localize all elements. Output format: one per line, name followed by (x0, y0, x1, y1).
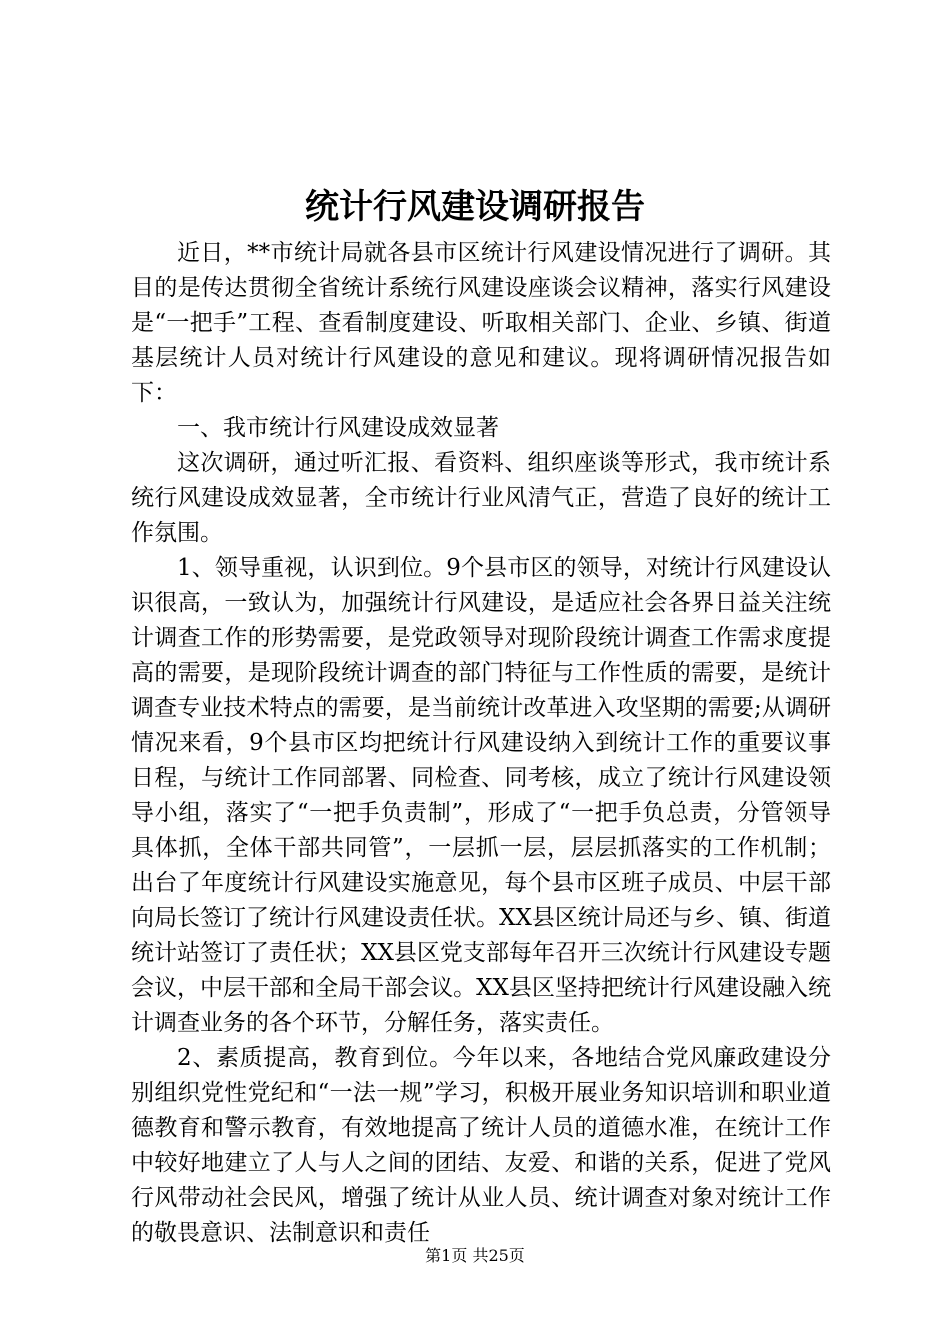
paragraph-intro: 近日，**市统计局就各县市区统计行风建设情况进行了调研。其目的是传达贯彻全省统计系统行风建设座谈会议精神，落实行风建设是“一把手”工程、查看制度建设、听取相关部门、企业、乡镇、街道基层统计人员对统计行风建设的意见和建议。现将调研情况报告如下： (131, 240, 831, 406)
page-number-footer: 第1页 共25页 (425, 1246, 525, 1265)
document-title: 统计行风建设调研报告 (305, 187, 645, 227)
document-body (131, 236, 831, 1251)
paragraph-point-2: 2、素质提高，教育到位。今年以来，各地结合党风廉政建设分别组织党性党纪和“一法一规”学习，积极开展业务知识培训和职业道德教育和警示教育，有效地提高了统计人员的道德水准，在统计工作中较好地建立了人与人之间的团结、友爱、和谐的关系，促进了党风行风带动社会民风，增强了统计从业人员、统计调查对象对统计工作的敬畏意识、法制意识和责任 (131, 1045, 831, 1246)
paragraph-point-1: 1、领导重视，认识到位。9个县市区的领导，对统计行风建设认识很高，一致认为，加强统计行风建设，是适应社会各界日益关注统计调查工作的形势需要，是党政领导对现阶段统计调查工作需求度提高的需要，是现阶段统计调查的部门特征与工作性质的需要，是统计调查专业技术特点的需要，是当前统计改革进入攻坚期的需要;从调研情况来看，9个县市区均把统计行风建设纳入到统计工作的重要议事日程，与统计工作同部署、同检查、同考核，成立了统计行风建设领导小组，落实了“一把手负责制”，形成了“一把手负总责，分管领导具体抓，全体干部共同管”，一层抓一层，层层抓落实的工作机制；出台了年度统计行风建设实施意见，每个县市区班子成员、中层干部向局长签订了统计行风建设责任状。XX县区统计局还与乡、镇、街道统计站签订了责任状；XX县区党支部每年召开三次统计行风建设专题会议，中层干部和全局干部会议。XX县区坚持把统计行风建设融入统计调查业务的各个环节，分解任务，落实责任。 (131, 555, 831, 1036)
paragraph-summary: 这次调研，通过听汇报、看资料、组织座谈等形式，我市统计系统行风建设成效显著，全市统计行业风清气正，营造了良好的统计工作氛围。 (131, 450, 831, 546)
section-heading-1: 一、我市统计行风建设成效显著 (177, 415, 499, 441)
